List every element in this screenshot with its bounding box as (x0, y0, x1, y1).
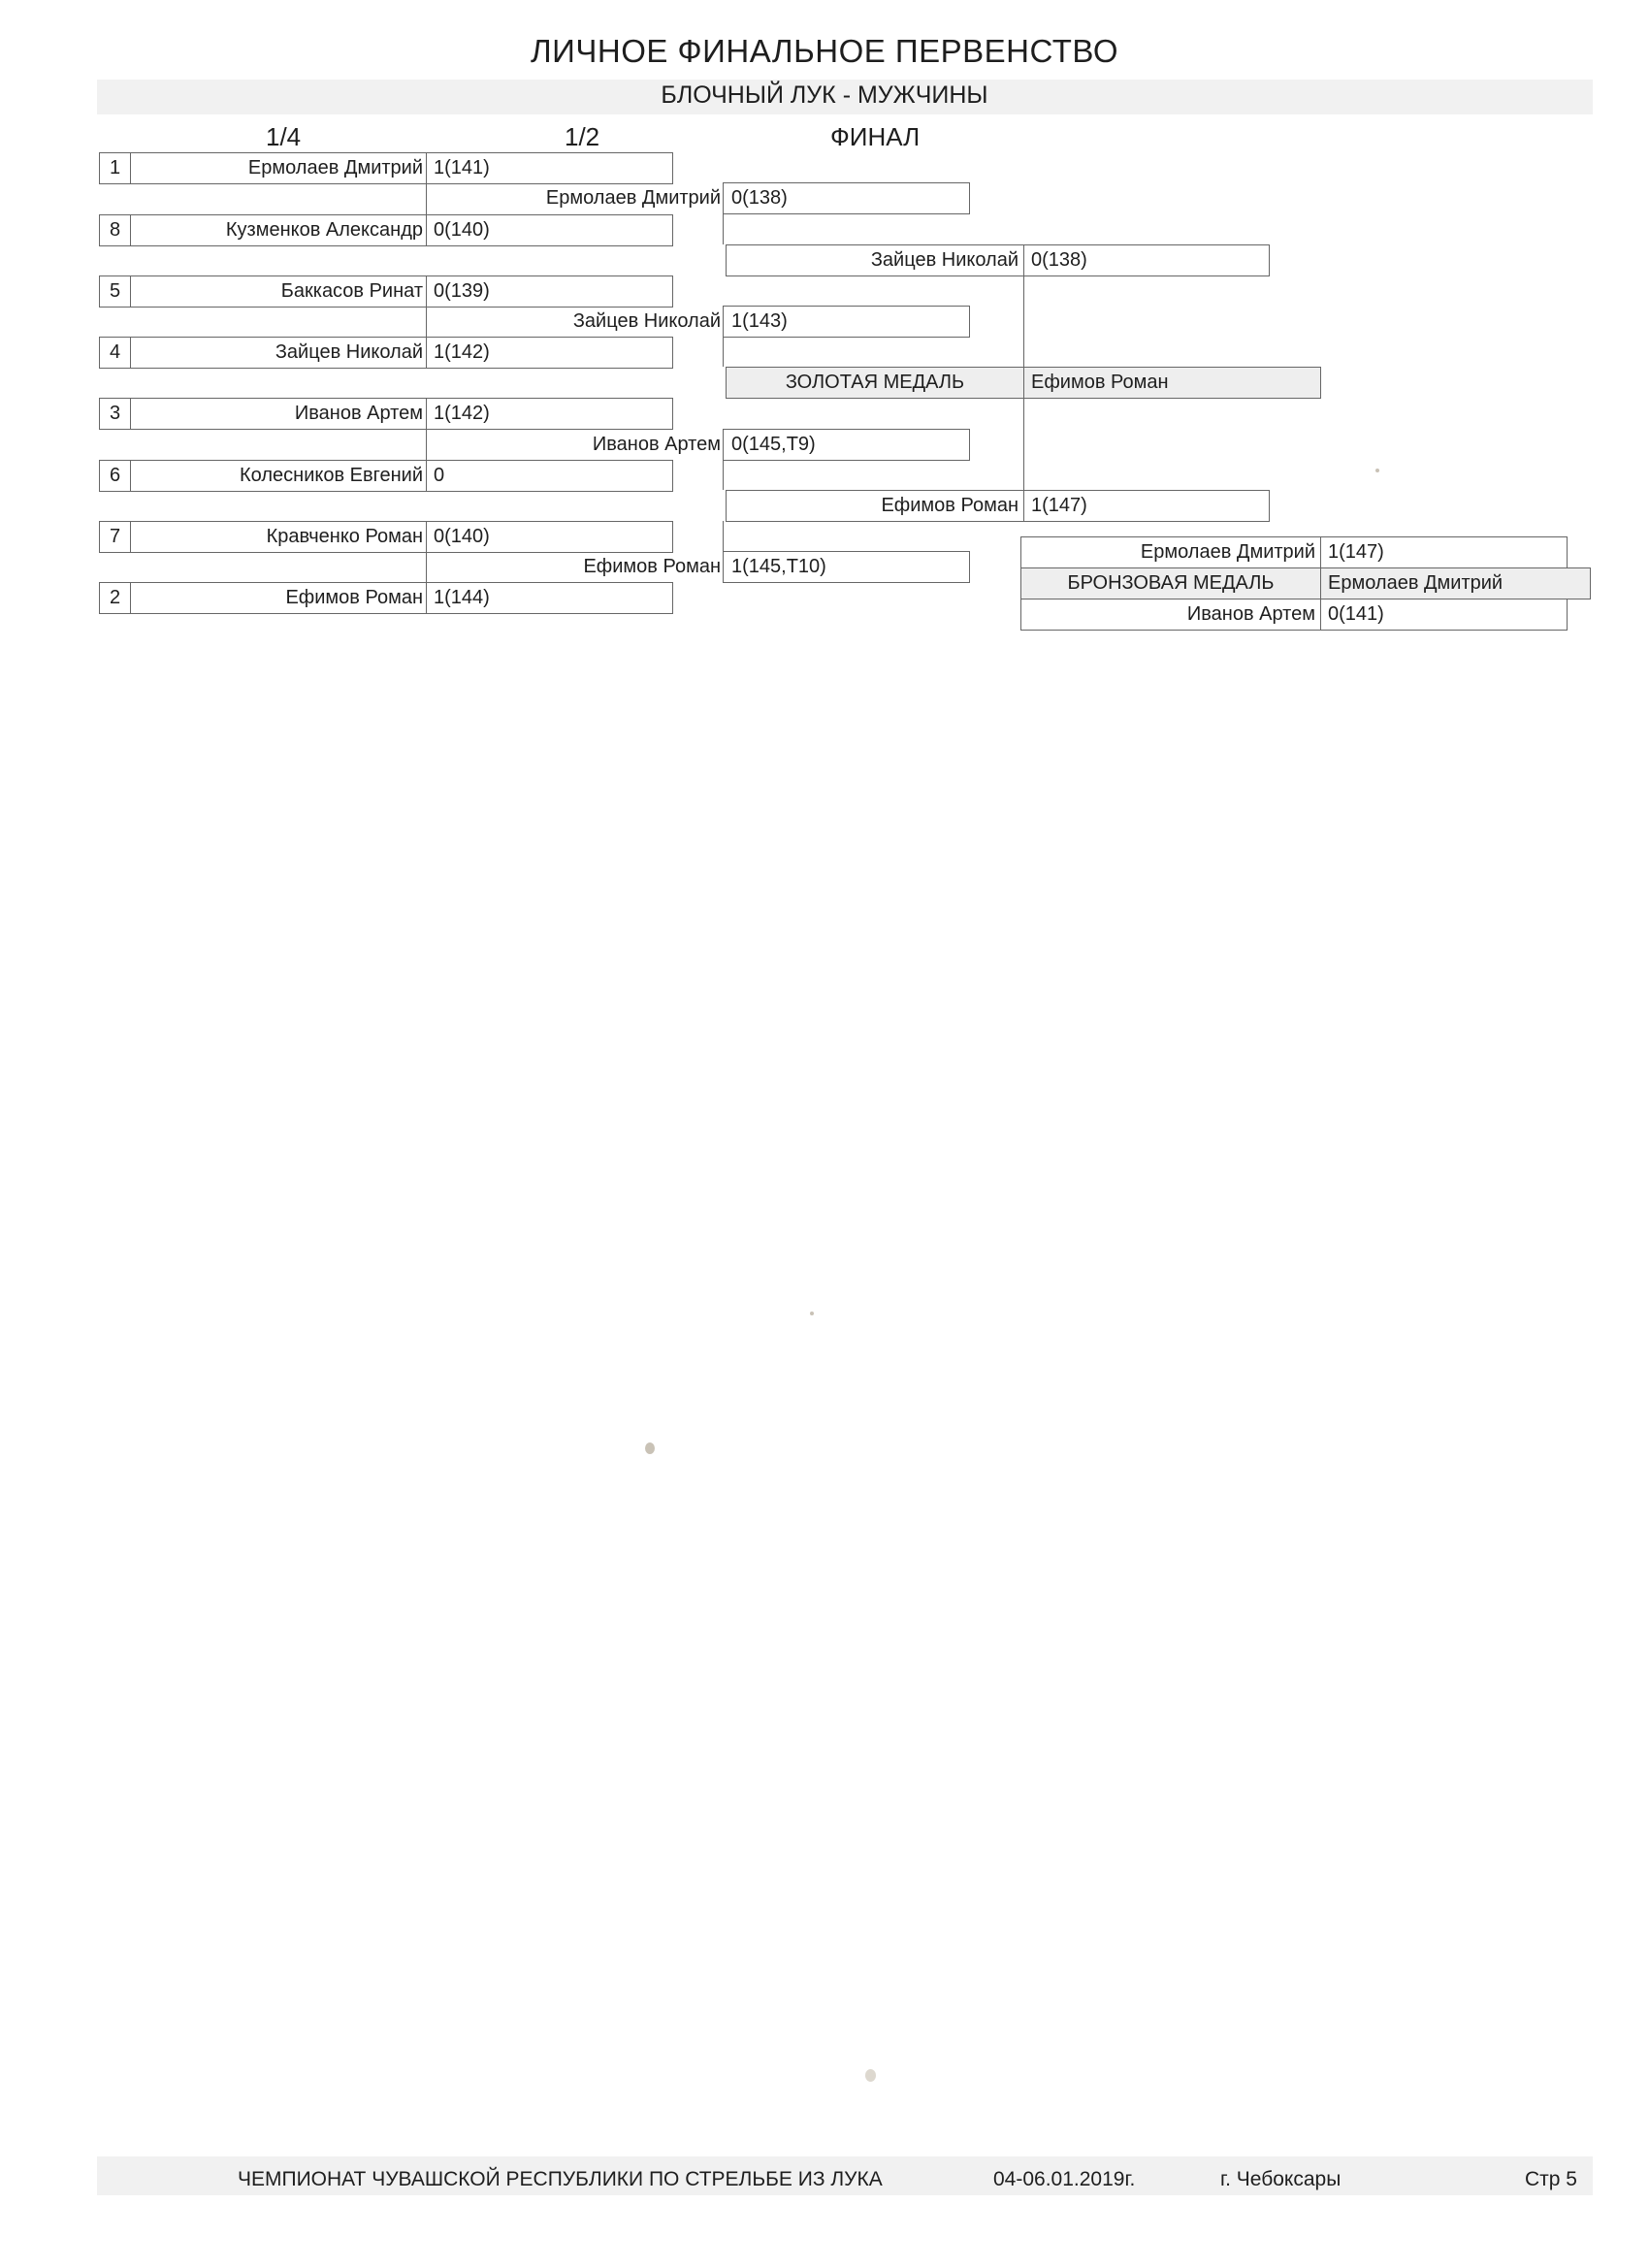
bracket-connector (723, 337, 724, 367)
bronze-medal-label: БРОНЗОВАЯ МЕДАЛЬ (1067, 572, 1275, 594)
footer-city: г. Чебоксары (1220, 2168, 1342, 2190)
bronze-athlete-name: Ермолаев Дмитрий (1140, 541, 1315, 563)
scan-speck (810, 1312, 814, 1315)
page-subtitle: БЛОЧНЫЙ ЛУК - МУЖЧИНЫ (661, 81, 988, 109)
bracket-connector (723, 521, 724, 551)
bracket-connector (426, 429, 427, 460)
qf-score: 1(142) (434, 341, 490, 363)
seed-cell: 6 (99, 460, 131, 492)
qf-athlete-name: Кравченко Роман (266, 526, 423, 547)
seed-cell: 8 (99, 214, 131, 246)
seed-cell: 1 (99, 152, 131, 184)
sf-athlete-name: Зайцев Николай (572, 310, 721, 332)
bronze-score: 1(147) (1328, 541, 1384, 563)
footer-dates: 04-06.01.2019г. (993, 2168, 1136, 2190)
gold-medal-label: ЗОЛОТАЯ МЕДАЛЬ (785, 372, 965, 393)
qf-athlete-name: Баккасов Ринат (280, 280, 423, 302)
sf-score: 0(145,Т9) (731, 434, 816, 455)
sf-athlete-name: Ефимов Роман (583, 556, 721, 577)
bracket-connector (426, 307, 427, 337)
scan-speck (1375, 469, 1379, 472)
final-score: 0(138) (1031, 249, 1087, 271)
sf-athlete-name: Иванов Артем (592, 434, 721, 455)
final-athlete-name: Ефимов Роман (881, 495, 1018, 516)
qf-athlete-name: Кузменков Александр (225, 219, 423, 241)
qf-athlete-name: Колесников Евгений (240, 465, 423, 486)
bracket-connector (426, 552, 427, 582)
column-header-quarter: 1/4 (266, 122, 302, 151)
sf-score: 1(145,Т10) (731, 556, 826, 577)
column-header-final: ФИНАЛ (830, 122, 921, 151)
bracket-connector (426, 183, 427, 214)
qf-athlete-name: Иванов Артем (294, 403, 423, 424)
qf-score: 0(140) (434, 526, 490, 547)
seed-cell: 2 (99, 582, 131, 614)
sf-score: 1(143) (731, 310, 788, 332)
scan-speck (645, 1442, 655, 1454)
qf-athlete-name: Зайцев Николай (275, 341, 423, 363)
bronze-athlete-name: Иванов Артем (1186, 603, 1315, 625)
footer-page-number: Стр 5 (1525, 2168, 1577, 2190)
bronze-medal-winner: Ермолаев Дмитрий (1328, 572, 1504, 594)
scan-speck (865, 2069, 876, 2082)
final-score: 1(147) (1031, 495, 1087, 516)
column-header-semi: 1/2 (565, 122, 600, 151)
qf-score: 1(142) (434, 403, 490, 424)
final-athlete-name: Зайцев Николай (870, 249, 1018, 271)
qf-athlete-name: Ермолаев Дмитрий (247, 157, 423, 178)
page-title: ЛИЧНОЕ ФИНАЛЬНОЕ ПЕРВЕНСТВО (531, 33, 1118, 69)
qf-athlete-name: Ефимов Роман (285, 587, 423, 608)
qf-score-box (426, 460, 673, 492)
gold-medal-winner: Ефимов Роман (1031, 372, 1169, 393)
qf-score: 1(144) (434, 587, 490, 608)
qf-score: 0 (434, 465, 445, 486)
footer-event: ЧЕМПИОНАТ ЧУВАШСКОЙ РЕСПУБЛИКИ ПО СТРЕЛЬБЕ ИЗ ЛУКА (238, 2168, 883, 2190)
bracket-connector (723, 213, 724, 244)
seed-cell: 4 (99, 337, 131, 369)
bracket-connector (723, 460, 724, 490)
seed-cell: 7 (99, 521, 131, 553)
qf-score: 0(139) (434, 280, 490, 302)
seed-cell: 3 (99, 398, 131, 430)
qf-score: 0(140) (434, 219, 490, 241)
qf-score: 1(141) (434, 157, 490, 178)
sf-score: 0(138) (731, 187, 788, 209)
bronze-score: 0(141) (1328, 603, 1384, 625)
bronze-divider (1320, 567, 1321, 599)
seed-cell: 5 (99, 275, 131, 308)
sf-athlete-name: Ермолаев Дмитрий (545, 187, 721, 209)
